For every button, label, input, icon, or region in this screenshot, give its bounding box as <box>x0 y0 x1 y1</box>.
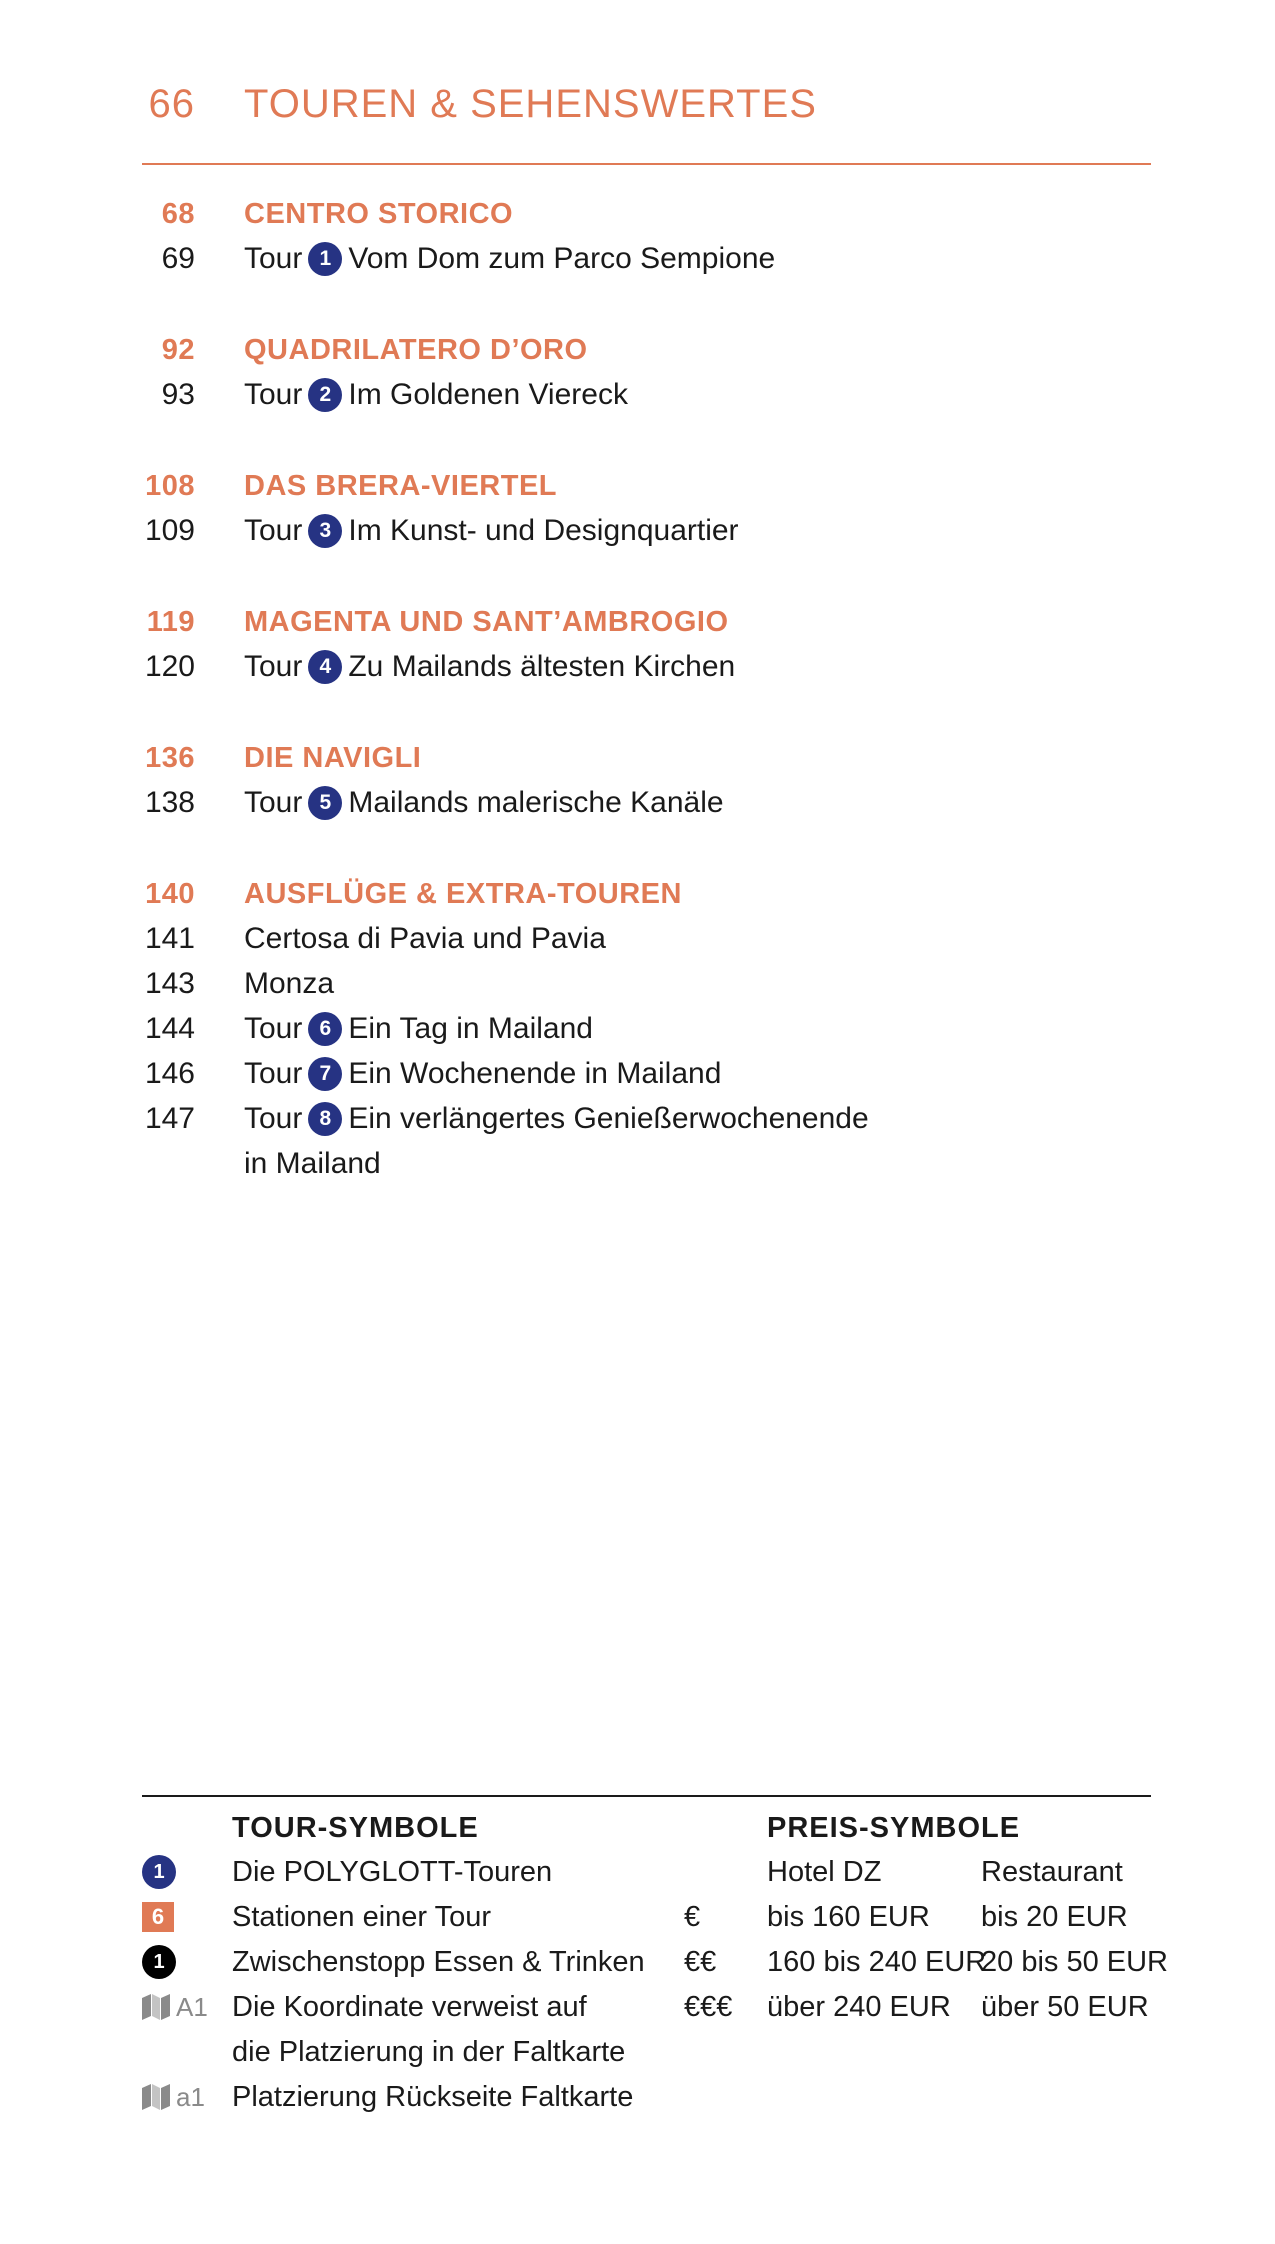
map-coordinate-icon: A1 <box>142 1987 208 2027</box>
toc-entry[interactable] <box>0 962 1275 1006</box>
toc-page-number: 144 <box>144 1012 195 1045</box>
toc-section-heading[interactable] <box>0 872 1275 916</box>
tour-number-badge: 3 <box>308 514 342 548</box>
toc-entry[interactable] <box>0 1142 1275 1186</box>
tour-symbols-title: TOUR-SYMBOLE <box>232 1812 479 1844</box>
toc-entry[interactable] <box>0 509 1275 553</box>
toc-section-heading[interactable] <box>0 328 1275 372</box>
toc-title: DAS BRERA-VIERTEL <box>244 470 558 502</box>
toc-entry-text <box>244 917 606 961</box>
toc-title: AUSFLÜGE & EXTRA-TOUREN <box>244 878 682 910</box>
toc-title: Certosa di Pavia und Pavia <box>244 922 606 955</box>
toc-entry-text <box>244 373 628 417</box>
toc-title: QUADRILATERO D’ORO <box>244 334 588 366</box>
toc-page-number: 108 <box>145 470 195 502</box>
toc-title: in Mailand <box>244 1147 381 1180</box>
toc-title: DIE NAVIGLI <box>244 742 422 774</box>
price-symbol: €€€ <box>684 1991 733 2023</box>
tour-prefix: Tour <box>244 650 303 683</box>
legend-backside-label: Platzierung Rückseite Faltkarte <box>232 2081 634 2113</box>
toc-entry-text <box>244 736 421 780</box>
toc-title: MAGENTA UND SANT’AMBROGIO <box>244 606 729 638</box>
toc-page-number: 138 <box>144 786 195 819</box>
toc-page-number: 147 <box>144 1102 195 1135</box>
tour-number-badge: 2 <box>308 378 342 412</box>
toc-entry[interactable] <box>0 781 1275 825</box>
toc-entry[interactable] <box>0 1052 1275 1096</box>
price-restaurant-value: bis 20 EUR <box>981 1901 1128 1933</box>
legend-divider <box>142 1795 1151 1797</box>
toc-title: Zu Mailands ältesten Kirchen <box>348 650 736 683</box>
toc-entry-text <box>244 962 334 1006</box>
toc-entry-text <box>244 1142 381 1186</box>
header-divider <box>142 163 1151 165</box>
toc-title: Ein verlängertes Genießerwochenende <box>348 1102 869 1135</box>
toc-entry[interactable] <box>0 1097 1275 1141</box>
toc-page-number: 141 <box>144 922 195 955</box>
toc-entry-text <box>244 509 739 553</box>
toc-entry-text <box>244 600 729 644</box>
toc-section-heading[interactable] <box>0 600 1275 644</box>
toc-entry[interactable] <box>0 373 1275 417</box>
toc-title: Ein Wochenende in Mailand <box>348 1057 722 1090</box>
price-col-hotel: Hotel DZ <box>767 1856 882 1888</box>
toc-entry-text <box>244 872 682 916</box>
toc-section-heading[interactable] <box>0 736 1275 780</box>
tour-number-badge: 4 <box>308 650 342 684</box>
tour-prefix: Tour <box>244 1057 303 1090</box>
toc-entry[interactable] <box>0 917 1275 961</box>
tour-prefix: Tour <box>244 1012 303 1045</box>
legend-food-label: Zwischenstopp Essen & Trinken <box>232 1946 645 1978</box>
map-backside-icon: a1 <box>142 2077 205 2117</box>
tour-number-badge: 6 <box>308 1012 342 1046</box>
tour-number-badge: 5 <box>308 786 342 820</box>
tour-prefix: Tour <box>244 1102 303 1135</box>
toc-entry-text <box>244 645 735 689</box>
legend-station-label: Stationen einer Tour <box>232 1901 492 1933</box>
price-symbol: €€ <box>684 1946 717 1978</box>
toc-entry-text <box>244 1097 869 1141</box>
toc-title: Monza <box>244 967 335 1000</box>
toc-section-heading[interactable] <box>0 192 1275 236</box>
toc-page-number: 93 <box>161 378 195 411</box>
toc-header <box>0 82 1275 142</box>
price-col-restaurant: Restaurant <box>981 1856 1123 1888</box>
price-restaurant-value: 20 bis 50 EUR <box>981 1946 1168 1978</box>
toc-entry[interactable] <box>0 237 1275 281</box>
toc-entry-text <box>244 1052 721 1096</box>
toc-entry-text <box>244 237 775 281</box>
header-page-number: 66 <box>148 82 195 126</box>
price-hotel-value: bis 160 EUR <box>767 1901 930 1933</box>
toc-entry-text <box>244 192 513 236</box>
tour-badge-icon: 1 <box>142 1852 176 1892</box>
toc-title: Ein Tag in Mailand <box>348 1012 593 1045</box>
toc-title: Im Kunst- und Designquartier <box>348 514 739 547</box>
price-symbols-title: PREIS-SYMBOLE <box>767 1812 1021 1844</box>
toc-page-number: 109 <box>144 514 195 547</box>
toc-page-number: 92 <box>161 334 195 366</box>
toc-title: Vom Dom zum Parco Sempione <box>348 242 776 275</box>
station-square-icon: 6 <box>142 1897 174 1937</box>
food-stop-icon: 1 <box>142 1942 176 1982</box>
toc-page-number: 146 <box>144 1057 195 1090</box>
toc-page-number: 119 <box>146 606 195 638</box>
toc-page-number: 69 <box>161 242 195 275</box>
header-title: TOUREN & SEHENSWERTES <box>244 82 817 126</box>
toc-section-heading[interactable] <box>0 464 1275 508</box>
price-restaurant-value: über 50 EUR <box>981 1991 1149 2023</box>
tour-number-badge: 1 <box>308 242 342 276</box>
tour-prefix: Tour <box>244 514 303 547</box>
price-hotel-value: über 240 EUR <box>767 1991 951 2023</box>
toc-page-number: 120 <box>144 650 195 683</box>
toc-entry-text <box>244 328 588 372</box>
tour-number-badge: 8 <box>308 1102 342 1136</box>
toc-entry-text <box>244 781 724 825</box>
legend-coordinate-label: Die Koordinate verweist auf <box>232 1991 587 2023</box>
legend-tour-label: Die POLYGLOTT-Touren <box>232 1856 553 1888</box>
toc-entry-text <box>244 1007 593 1051</box>
toc-page-number: 68 <box>161 198 195 230</box>
toc-entry[interactable] <box>0 1007 1275 1051</box>
tour-prefix: Tour <box>244 786 303 819</box>
toc-page-number: 143 <box>144 967 195 1000</box>
toc-page-number: 140 <box>145 878 195 910</box>
legend-coordinate-label-cont: die Platzierung in der Faltkarte <box>232 2036 626 2068</box>
tour-number-badge: 7 <box>308 1057 342 1091</box>
toc-entry[interactable] <box>0 645 1275 689</box>
toc-entry-text <box>244 464 557 508</box>
tour-prefix: Tour <box>244 242 303 275</box>
toc-page-number: 136 <box>145 742 195 774</box>
toc-title: CENTRO STORICO <box>244 198 514 230</box>
price-hotel-value: 160 bis 240 EUR <box>767 1946 987 1978</box>
toc-title: Im Goldenen Viereck <box>348 378 628 411</box>
tour-prefix: Tour <box>244 378 303 411</box>
toc-title: Mailands malerische Kanäle <box>348 786 724 819</box>
price-symbol: € <box>684 1901 701 1933</box>
